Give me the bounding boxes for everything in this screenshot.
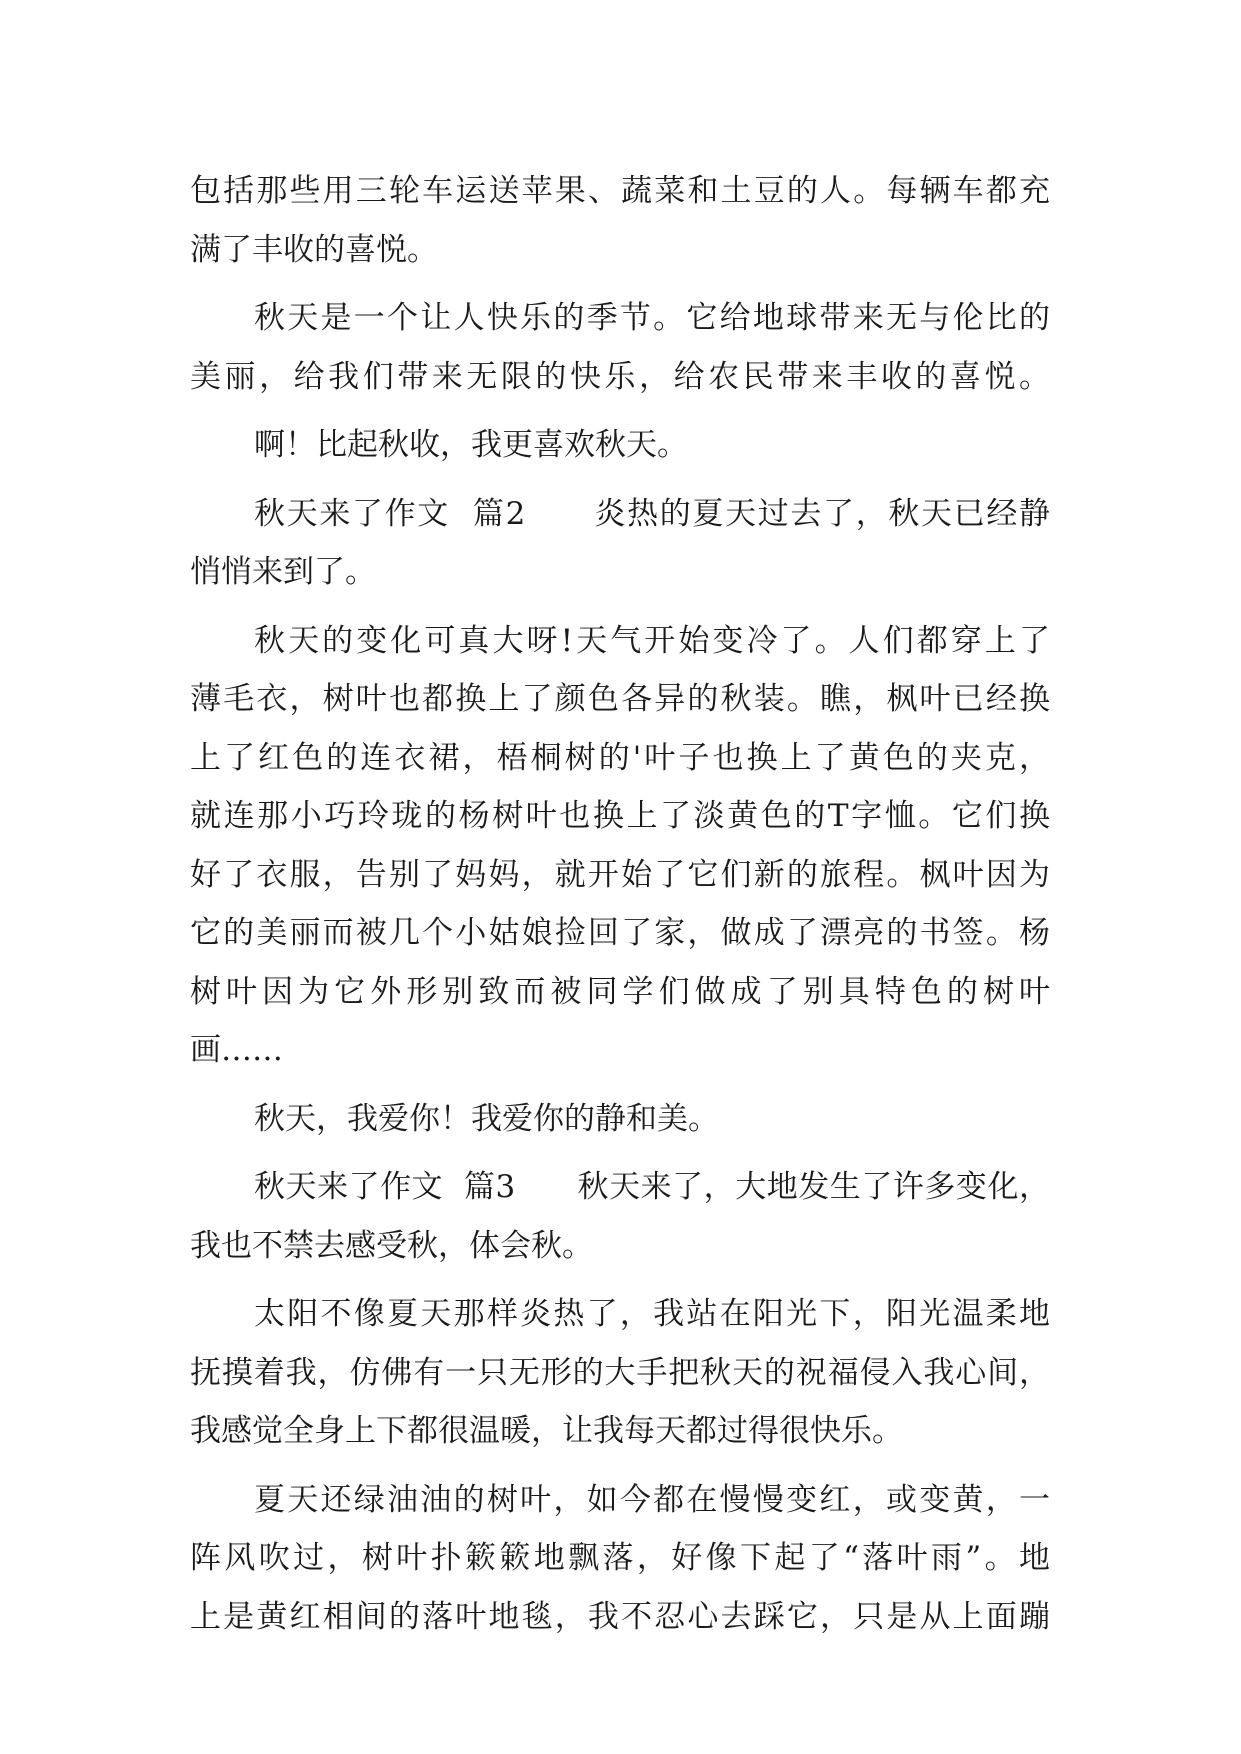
text-line: 包括那些用三轮车运送苹果、蔬菜和土豆的人。每辆车都充 bbox=[190, 173, 1050, 209]
text-line: 树叶因为它外形别致而被同学们做成了别具特色的树叶 bbox=[190, 973, 1050, 1010]
text-line: 夏天还绿油油的树叶，如今都在慢慢变红，或变黄，一 bbox=[254, 1481, 1050, 1518]
paragraph bbox=[190, 416, 1050, 475]
text-line: 抚摸着我，仿佛有一只无形的大手把秋天的祝福侵入我心间， bbox=[190, 1354, 1050, 1391]
text-line: 美丽，给我们带来无限的快乐，给农民带来丰收的喜悦。 bbox=[190, 358, 1050, 395]
text-line: 太阳不像夏天那样炎热了，我站在阳光下，阳光温柔地 bbox=[254, 1296, 1050, 1332]
text-line: 啊！比起秋收，我更喜欢秋天。 bbox=[254, 427, 688, 463]
essay-heading-line: 秋天来了作文 篇2 炎热的夏天过去了，秋天已经静 bbox=[254, 495, 1050, 532]
paragraph bbox=[190, 162, 1050, 279]
paragraph bbox=[190, 1285, 1050, 1461]
text-line: 秋天，我爱你！我爱你的静和美。 bbox=[254, 1100, 719, 1137]
text-line: 薄毛衣，树叶也都换上了颜色各异的秋装。瞧，枫叶已经换 bbox=[190, 681, 1050, 717]
text-line: 我也不禁去感受秋，体会秋。 bbox=[190, 1227, 593, 1264]
document-body bbox=[190, 162, 1050, 1646]
text-line: 上了红色的连衣裙，梧桐树的'叶子也换上了黄色的夹克， bbox=[190, 739, 1050, 776]
text-line: 秋天的变化可真大呀!天气开始变冷了。人们都穿上了 bbox=[254, 622, 1050, 659]
paragraph bbox=[190, 1471, 1050, 1647]
paragraph bbox=[190, 1090, 1050, 1149]
text-line: 画…… bbox=[190, 1032, 283, 1068]
text-line: 它的美丽而被几个小姑娘捡回了家，做成了漂亮的书签。杨 bbox=[190, 915, 1050, 951]
text-line: 秋天是一个让人快乐的季节。它给地球带来无与伦比的 bbox=[254, 300, 1050, 336]
paragraph bbox=[190, 1158, 1050, 1275]
text-line: 我感觉全身上下都很温暖，让我每天都过得很快乐。 bbox=[190, 1413, 903, 1449]
text-line: 就连那小巧玲珑的杨树叶也换上了淡黄色的T字恤。它们换 bbox=[190, 798, 1050, 834]
essay-heading-line: 秋天来了作文 篇3 秋天来了，大地发生了许多变化， bbox=[254, 1169, 1050, 1205]
paragraph bbox=[190, 289, 1050, 406]
text-line: 上是黄红相间的落叶地毯，我不忍心去踩它，只是从上面蹦 bbox=[190, 1598, 1050, 1635]
text-line: 阵风吹过，树叶扑簌簌地飘落，好像下起了“落叶雨”。地 bbox=[190, 1540, 1050, 1576]
paragraph bbox=[190, 612, 1050, 1080]
paragraph bbox=[190, 485, 1050, 602]
text-line: 满了丰收的喜悦。 bbox=[190, 231, 438, 268]
text-line: 好了衣服，告别了妈妈，就开始了它们新的旅程。枫叶因为 bbox=[190, 856, 1050, 893]
text-line: 悄悄来到了。 bbox=[190, 554, 376, 590]
